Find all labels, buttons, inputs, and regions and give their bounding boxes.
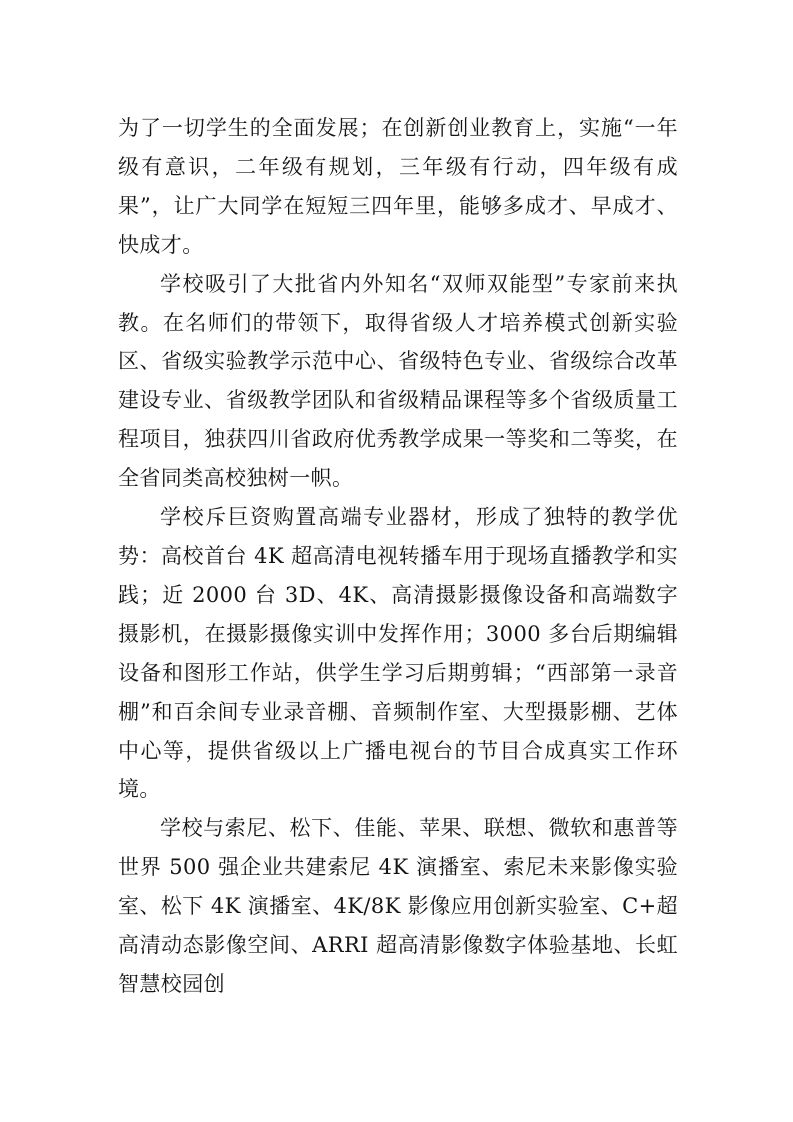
paragraph-continued: 为了一切学生的全面发展；在创新创业教育上，实施“一年级有意识，二年级有规划，三年级有行动，四年级有成果”，让广大同学在短短三四年里，能够多成才、早成才、快成才。 bbox=[118, 116, 678, 257]
document-body bbox=[118, 109, 678, 1004]
paragraph-partnerships: 学校与索尼、松下、佳能、苹果、联想、微软和惠普等世界 500 强企业共建索尼 4K 演播室、索尼未来影像实验室、松下 4K 演播室、4K/8K 影像应用创新实验室、C+超高清动态影像空间、ARRI 超高清影像数字体验基地、长虹智慧校园创 bbox=[118, 816, 678, 996]
paragraph-faculty: 学校吸引了大批省内外知名“双师双能型”专家前来执教。在名师们的带领下，取得省级人才培养模式创新实验区、省级实验教学示范中心、省级特色专业、省级综合改革建设专业、省级教学团队和省级精品课程等多个省级质量工程项目，独获四川省政府优秀教学成果一等奖和二等奖，在全省同类高校独树一帜。 bbox=[118, 271, 678, 491]
paragraph-equipment: 学校斥巨资购置高端专业器材，形成了独特的教学优势：高校首台 4K 超高清电视转播车用于现场直播教学和实践；近 2000 台 3D、4K、高清摄影摄像设备和高端数字摄影机，在摄影摄像实训中发挥作用；3000 多台后期编辑设备和图形工作站，供学生学习后期剪辑；“西部第一录音棚”和百余间专业录音棚、音频制作室、大型摄影棚、艺体中心等，提供省级以上广播电视台的节目合成真实工作环境。 bbox=[118, 505, 678, 802]
